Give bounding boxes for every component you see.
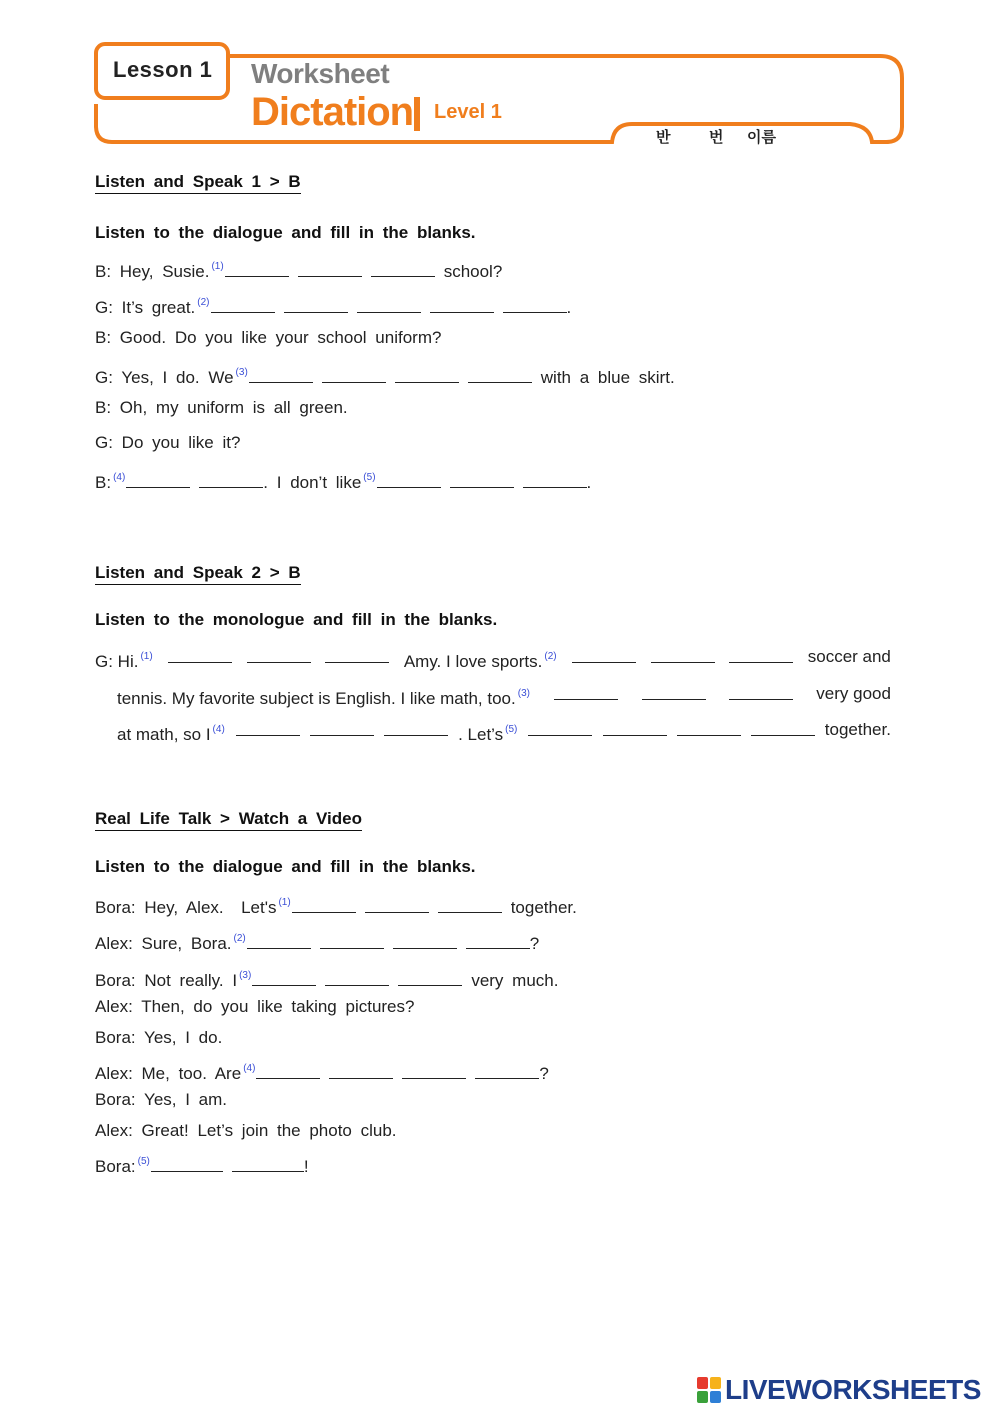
lesson-label: Lesson 1 [113,57,213,82]
blank-input[interactable] [475,1062,539,1079]
blank-input[interactable] [371,260,435,277]
s2-line3: at math, so I $^{(4)}$ . Let’s $^{(5)}$ together. [117,720,891,744]
section3-instruction: Listen to the dialogue and fill in the blanks. [95,857,476,876]
section1-title: Listen and Speak 1 > B [95,172,301,194]
section2-title: Listen and Speak 2 > B [95,563,301,585]
blank-input[interactable] [225,260,289,277]
blank-number: (5) [137,1156,150,1167]
blank-input[interactable] [126,471,190,488]
blank-input[interactable] [322,366,386,383]
blank-input[interactable] [554,683,618,700]
blank-input[interactable] [430,296,494,313]
blank-input[interactable] [377,471,441,488]
s1-line7: B: $^{(4)}$ . I don’t like $^{(5)}$ . [95,472,592,492]
blank-number: (2) [233,933,246,944]
blank-input[interactable] [729,646,793,663]
blank-input[interactable] [357,296,421,313]
worksheet-label: Worksheet [251,58,390,89]
blank-input[interactable] [247,932,311,949]
section2-instruction: Listen to the monologue and fill in the blanks. [95,610,498,629]
s3-line4: Alex: Then, do you like taking pictures? [95,997,415,1016]
blank-input[interactable] [151,1155,223,1172]
s2-line2: tennis. My favorite subject is English. I like math, too. $^{(3)}$ very good [117,684,891,708]
blank-input[interactable] [252,969,316,986]
blank-number: (2) [197,297,210,308]
liveworksheets-logo[interactable] [697,1374,981,1406]
class-label: 반 [656,129,671,146]
s1-line5: B: Oh, my uniform is all green. [95,398,348,417]
blank-input[interactable] [320,932,384,949]
logo-mark-icon [697,1377,721,1403]
blank-input[interactable] [642,683,706,700]
title-divider [414,97,420,131]
blank-input[interactable] [729,683,793,700]
blank-input[interactable] [393,932,457,949]
blank-number: (1) [140,651,153,662]
blank-number: (3) [235,367,248,378]
blank-input[interactable] [438,896,502,913]
blank-input[interactable] [528,719,592,736]
blank-number: (3) [517,688,530,699]
blank-input[interactable] [199,471,263,488]
blank-input[interactable] [284,296,348,313]
blank-input[interactable] [466,932,530,949]
blank-input[interactable] [292,896,356,913]
blank-number: (2) [544,651,557,662]
blank-input[interactable] [211,296,275,313]
blank-input[interactable] [329,1062,393,1079]
blank-input[interactable] [395,366,459,383]
blank-input[interactable] [450,471,514,488]
s3-line9: Bora: $^{(5)}$ ! [95,1156,309,1176]
level-label: Level 1 [434,101,502,123]
name-label: 이름 [747,129,776,146]
s3-line2: Alex: Sure, Bora. $^{(2)}$ ? [95,933,540,953]
blank-input[interactable] [651,646,715,663]
blank-number: (3) [239,970,252,981]
blank-input[interactable] [168,646,232,663]
blank-input[interactable] [325,969,389,986]
s3-line1: Bora: Hey, Alex. Let's $^{(1)}$ together. [95,897,577,917]
blank-number: (5) [505,724,518,735]
blank-input[interactable] [523,471,587,488]
blank-number: (4) [212,724,225,735]
blank-input[interactable] [402,1062,466,1079]
blank-input[interactable] [232,1155,304,1172]
s3-line6: Alex: Me, too. Are $^{(4)}$ ? [95,1063,549,1083]
s1-line3: B: Good. Do you like your school uniform? [95,328,442,347]
s1-line1: B: Hey, Susie. $^{(1)}$ school? [95,261,503,281]
blank-input[interactable] [236,719,300,736]
s3-line7: Bora: Yes, I am. [95,1090,228,1109]
blank-input[interactable] [247,646,311,663]
brand-name: LIVEWORKSHEETS [725,1374,981,1405]
blank-number: (4) [243,1063,256,1074]
blank-input[interactable] [677,719,741,736]
blank-number: (1) [278,897,291,908]
dictation-title: Dictation [251,90,414,134]
blank-input[interactable] [310,719,374,736]
s3-line5: Bora: Yes, I do. [95,1028,223,1047]
s2-line1: G: Hi. $^{(1)}$ Amy. I love sports. $^{(2)}$ soccer and [95,647,891,671]
s1-line2: G: It’s great. $^{(2)}$ . [95,297,572,317]
blank-input[interactable] [256,1062,320,1079]
blank-input[interactable] [751,719,815,736]
s1-line6: G: Do you like it? [95,433,241,452]
blank-input[interactable] [298,260,362,277]
blank-input[interactable] [384,719,448,736]
blank-input[interactable] [503,296,567,313]
s3-line8: Alex: Great! Let’s join the photo club. [95,1121,397,1140]
blank-input[interactable] [603,719,667,736]
section1-instruction: Listen to the dialogue and fill in the blanks. [95,223,476,242]
blank-input[interactable] [365,896,429,913]
blank-number: (4) [113,472,126,483]
blank-input[interactable] [468,366,532,383]
blank-input[interactable] [249,366,313,383]
blank-input[interactable] [325,646,389,663]
number-label: 번 [709,129,724,146]
blank-number: (1) [211,261,224,272]
blank-input[interactable] [572,646,636,663]
blank-input[interactable] [398,969,462,986]
blank-number: (5) [363,472,376,483]
s1-line4: G: Yes, I do. We $^{(3)}$ with a blue skirt. [95,367,675,387]
s3-line3: Bora: Not really. I $^{(3)}$ very much. [95,970,559,990]
section3-title: Real Life Talk > Watch a Video [95,809,362,831]
